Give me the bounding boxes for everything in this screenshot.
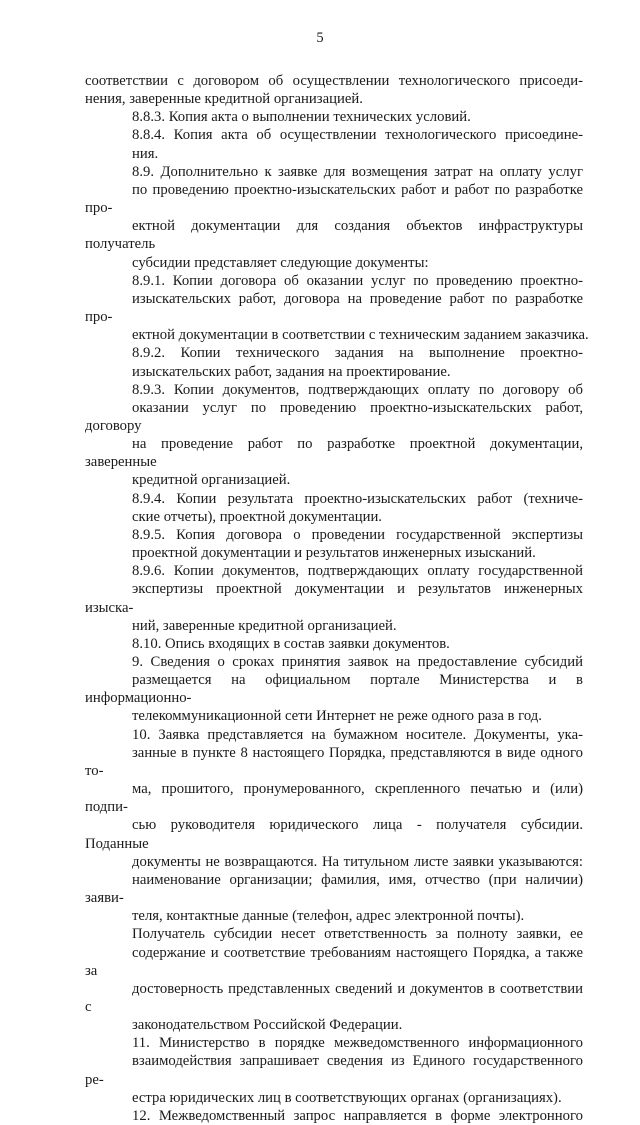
paragraph [85, 653, 583, 726]
text-line: 8.9.2. Копии технического задания на выполнение проектно- [132, 345, 583, 362]
document-body [85, 72, 589, 1125]
text-line: ния. [132, 145, 159, 162]
text-line: экспертизы проектной документации и результатов инженерных изыска- [85, 581, 583, 616]
paragraph [85, 1034, 583, 1107]
text-line: ские отчеты), проектной документации. [132, 508, 382, 525]
text-line: телекоммуникационной сети Интернет не реже одного раза в год. [132, 708, 542, 725]
text-line: 11. Министерство в порядке межведомственного информационного [132, 1035, 583, 1052]
text-line: проектной документации и результатов инженерных изысканий. [132, 545, 536, 562]
text-line: изыскательских работ, договора на проведение работ по разработке про- [85, 290, 583, 326]
text-line: оказании услуг по проведению проектно-изыскательских работ, договору [85, 399, 583, 434]
text-line: 8.9.5. Копия договора о проведении государственной экспертизы [132, 526, 583, 543]
text-line: 9. Сведения о сроках принятия заявок на предоставление субсидий [132, 654, 583, 670]
text-line: 10. Заявка представляется на бумажном носителе. Документы, ука- [132, 726, 583, 743]
paragraph [85, 381, 583, 490]
paragraph [85, 526, 583, 562]
paragraph [85, 925, 583, 1034]
text-line: кредитной организацией. [132, 472, 291, 489]
text-line: ектной документации в соответствии с техническим заданием заказчика. [132, 327, 589, 344]
paragraph [85, 272, 589, 345]
text-line: на проведение работ по разработке проектной документации, заверенные [85, 436, 583, 471]
text-line: наименование организации; фамилия, имя, отчество (при наличии) заяви- [85, 871, 583, 907]
text-line: 8.9.3. Копии документов, подтверждающих оплату по договору об [132, 381, 583, 398]
text-line: ма, прошитого, пронумерованного, скрепленного печатью и (или) подпи- [85, 781, 583, 816]
text-line: взаимодействия запрашивает сведения из Единого государственного ре- [85, 1053, 583, 1088]
paragraph [85, 163, 583, 272]
paragraph [85, 126, 583, 162]
text-line: ний, заверенные кредитной организацией. [132, 617, 397, 634]
text-line: содержание и соответствие требованиям настоящего Порядка, а также за [85, 944, 583, 979]
text-line: 8.9.4. Копии результата проектно-изыскательских работ (техниче- [132, 490, 583, 507]
text-line: документы не возвращаются. На титульном листе заявки указываются: [132, 853, 583, 870]
paragraph [85, 108, 583, 126]
text-line: соответствии с договором об осуществлении технологического присоеди- [85, 73, 583, 89]
paragraph [85, 635, 583, 653]
text-line: 12. Межведомственный запрос направляется в форме электронного [132, 1107, 583, 1124]
text-line: ектной документации для создания объектов инфраструктуры получатель [85, 218, 583, 253]
text-line: законодательством Российской Федерации. [132, 1017, 403, 1034]
paragraph [85, 72, 583, 108]
text-line: по проведению проектно-изыскательских работ и работ по разработке про- [85, 181, 583, 217]
text-line: теля, контактные данные (телефон, адрес электронной почты). [132, 908, 525, 925]
text-line: 8.9.6. Копии документов, подтверждающих оплату государственной [132, 563, 583, 580]
text-line: 8.8.3. Копия акта о выполнении технических условий. [132, 109, 471, 126]
text-line: Получатель субсидии несет ответственность за полноту заявки, ее [132, 926, 583, 943]
text-line: достоверность представленных сведений и документов в соответствии с [85, 980, 583, 1015]
text-line: занные в пункте 8 настоящего Порядка, представляются в виде одного то- [85, 744, 583, 779]
text-line: 8.10. Опись входящих в состав заявки документов. [132, 635, 450, 652]
text-line: сью руководителя юридического лица - получателя субсидии. Поданные [85, 817, 583, 852]
paragraph [85, 344, 583, 380]
text-line: 8.9.1. Копии договора об оказании услуг по проведению проектно- [132, 272, 583, 289]
text-line: изыскательских работ, задания на проектирование. [132, 363, 451, 380]
paragraph [85, 726, 583, 926]
text-line: 8.9. Дополнительно к заявке для возмещения затрат на оплату услуг [132, 163, 583, 180]
paragraph [85, 1107, 583, 1125]
paragraph [85, 562, 583, 635]
page-number: 5 [316, 30, 324, 46]
text-line: субсидии представляет следующие документы: [132, 254, 429, 271]
text-line: 8.8.4. Копия акта об осуществлении технологического присоедине- [132, 127, 583, 144]
text-line: размещается на официальном портале Министерства и в информационно- [85, 672, 583, 707]
text-line: нения, заверенные кредитной организацией. [85, 91, 363, 108]
text-line: естра юридических лиц в соответствующих органах (организациях). [132, 1089, 562, 1106]
paragraph [85, 490, 583, 526]
